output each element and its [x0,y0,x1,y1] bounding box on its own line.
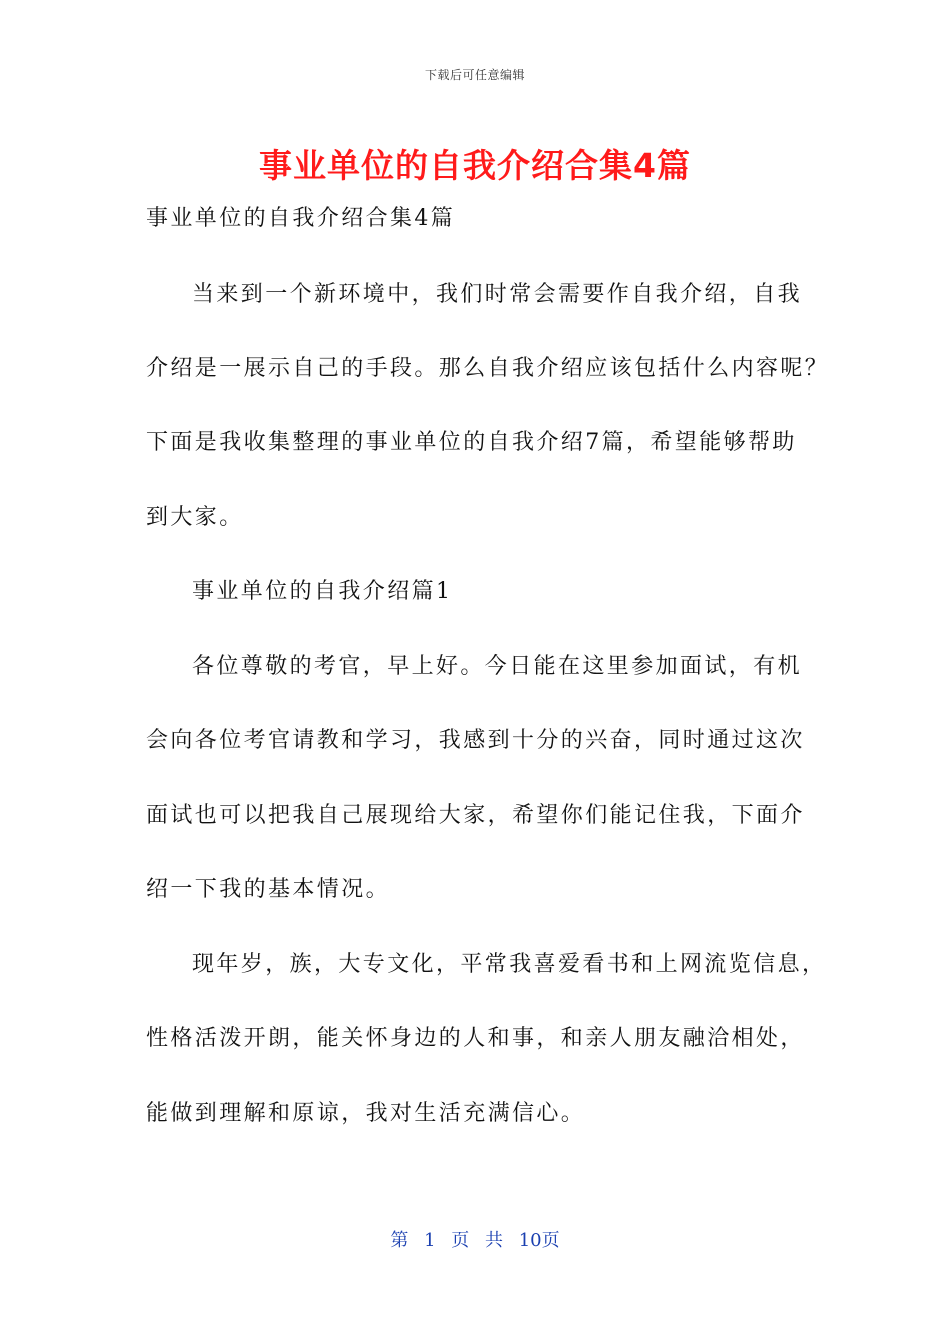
paragraph-line: 能做到理解和原谅，我对生活充满信心。 [146,1101,586,1126]
paragraph-line: 到大家。 [146,505,244,530]
paragraph-line: 当来到一个新环境中，我们时常会需要作自我介绍，自我 [192,282,803,307]
paragraph-line: 性格活泼开朗，能关怀身边的人和事，和亲人朋友融洽相处， [146,1026,805,1051]
header-note: 下载后可任意编辑 [424,68,525,82]
paragraph-line: 介绍是一展示自己的手段。那么自我介绍应该包括什么内容呢？ [146,356,830,381]
paragraph-line: 现年岁，族，大专文化，平常我喜爱看书和上网流览信息， [192,952,827,977]
page-number-footer: 第 1 页 共 10页 [390,1230,560,1251]
section-heading: 事业单位的自我介绍篇1 [192,579,453,604]
paragraph-line: 面试也可以把我自己展现给大家，希望你们能记住我，下面介 [146,803,805,828]
paragraph-line: 下面是我收集整理的事业单位的自我介绍7篇，希望能够帮助 [146,430,797,455]
document-title: 事业单位的自我介绍合集4篇 [259,146,691,185]
document-subtitle: 事业单位的自我介绍合集4篇 [146,206,456,231]
paragraph-line: 各位尊敬的考官，早上好。今日能在这里参加面试，有机 [192,654,803,679]
paragraph-line: 绍一下我的基本情况。 [146,877,391,902]
paragraph-line: 会向各位考官请教和学习，我感到十分的兴奋，同时通过这次 [146,728,805,753]
